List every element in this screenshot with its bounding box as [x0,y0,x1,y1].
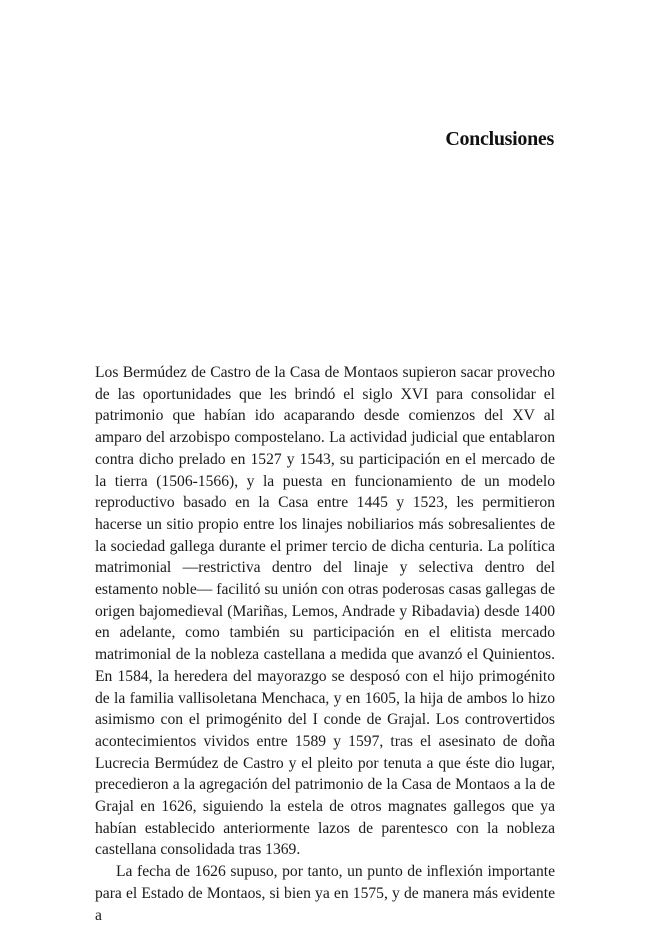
paragraph: La fecha de 1626 supuso, por tanto, un punto de inflexión importante para el Estado de Montaos, si bien ya en 1575, y de manera más evidente a [95,863,555,924]
body-text [95,362,555,926]
paragraph: Los Bermúdez de Castro de la Casa de Montaos supieron sacar provecho de las oportunidades que les brindó el siglo XVI para consolidar el patrimonio que habían ido acaparando desde comienzos del XV al amparo del arzobispo compostelano. La actividad judicial que entablaron contra dicho prelado en 1527 y 1543, su participación en el mercado de la tierra (1506-1566), y la puesta en funcionamiento de un modelo reproductivo basado en la Casa entre 1445 y 1523, les permitieron hacerse un sitio propio entre los linajes nobiliarios más sobresalientes de la sociedad gallega durante el primer tercio de dicha centuria. La política matrimonial —restrictiva dentro del linaje y selectiva dentro del estamento noble— facilitó su unión con otras poderosas casas gallegas de origen bajomedieval (Mariñas, Lemos, Andrade y Ribadavia) desde 1400 en adelante, como también su participación en el elitista mercado matrimonial de la nobleza castellana a medida que avanzó el Quinientos. En 1584, la heredera del mayorazgo se desposó con el hijo primogénito de la familia vallisoletana Menchaca, y en 1605, la hija de ambos lo hizo asimismo con el primogénito del I conde de Grajal. Los controvertidos acontecimientos vividos entre 1589 y 1597, tras el asesinato de doña Lucrecia Bermúdez de Castro y el pleito por tenuta a que éste dio lugar, precedieron a la agregación del patrimonio de la Casa de Montaos a la de Grajal en 1626, siguiendo la estela de otros magnates gallegos que ya habían establecido anteriormente lazos de parentesco con la nobleza castellana consolidada tras 1369. [95,364,555,859]
chapter-title: Conclusiones [445,128,554,150]
